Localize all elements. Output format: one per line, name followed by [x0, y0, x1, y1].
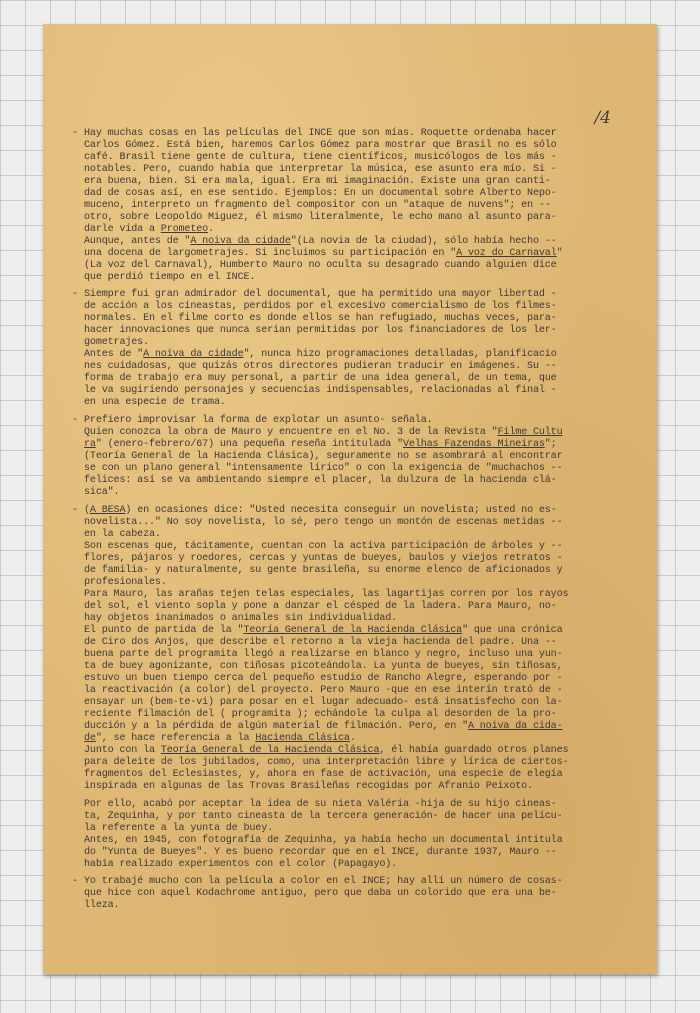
page-number: /4	[594, 108, 611, 128]
text-line: forma de trabajo era muy personal, a partir de una idea general, de un tema, que	[84, 373, 557, 384]
text-line: se con un plano general "intensamente lírico" o con la exigencia de "muchachos --	[84, 463, 563, 474]
text-line: había realizado experimentos con el color (Papagayo).	[84, 859, 398, 870]
text-line: le va sugiriendo personajes y secuencias indispensables, relacionadas al final -	[84, 385, 557, 396]
text-line: hacer innovaciones que nunca serían permitidas por los financiadores de los ler-	[84, 325, 557, 336]
text-line: Son escenas que, tácitamente, cuentan con la activa participación de árboles y --	[84, 541, 563, 552]
text-line: estuvo un buen tiempo cerca del pequeño estudio de Rancho Alegre, esperando por -	[84, 673, 563, 684]
text-line: darle vida a Prometeo.	[84, 224, 214, 235]
text-line: sica".	[84, 487, 120, 498]
text-line: felices: así se va ambientando siempre el placer, la dulzura de la hacienda clá-	[84, 475, 557, 486]
text-line: inspirada en algunas de las Trovas Brasileñas recogidas por Afranio Peixoto.	[84, 781, 533, 792]
paragraph-bullet: -	[72, 289, 78, 300]
paragraph-bullet: -	[72, 415, 78, 426]
text-line: para deleite de los jubilados, como, una interpretación libre y lírica de ciertos-	[84, 757, 569, 768]
text-line: novelista..." No soy novelista, lo sé, pero tengo un montón de escenas metidas --	[84, 517, 563, 528]
text-line: de Ciro dos Anjos, que describe el retorno a la vieja hacienda del padre. Una --	[84, 637, 557, 648]
text-line: hay objetos inanimados o animales sin individualidad.	[84, 613, 398, 624]
text-line: en una especie de trama.	[84, 397, 226, 408]
text-line: Antes de "A noiva da cidade", nunca hizo programaciones detalladas, planificacio	[84, 349, 557, 360]
text-line: (Teoría General de la Hacienda Clásica), seguramente no se asombrará al encontrar	[84, 451, 563, 462]
document-body	[72, 128, 632, 912]
text-line: profesionales.	[84, 577, 167, 588]
text-line: normales. En el filme corto es donde ellos se han refugiado, muchas veces, para-	[84, 313, 557, 324]
text-line: de familia- y naturalmente, su gente brasileña, su enorme elenco de aficionados y	[84, 565, 563, 576]
text-line: Siempre fui gran admirador del documental, que ha permitido una mayor libertad -	[84, 289, 557, 300]
paragraph	[72, 128, 632, 284]
text-line: Quien conozca la obra de Mauro y encuentre en el No. 3 de la Revista "Filme Cultu	[84, 427, 563, 438]
text-line: do "Yunta de Bueyes". Y es bueno recordar que en el INCE, durante 1937, Mauro --	[84, 847, 557, 858]
paragraph	[80, 799, 632, 871]
text-line: de acción a los cineastas, perdidos por el excesivo comercialismo de los filmes-	[84, 301, 557, 312]
paragraph	[72, 876, 632, 912]
text-line: buena parte del programita llegó a realizarse en blanco y negro, incluso una yun-	[84, 649, 563, 660]
text-line: Yo trabajé mucho con la película a color en el INCE; hay allí un número de cosas-	[84, 876, 563, 887]
text-line: Prefiero improvisar la forma de explotar un asunto- señala.	[84, 415, 433, 426]
text-line: en la cabeza.	[84, 529, 161, 540]
text-line: del sol, el viento sopla y pone a danzar el césped de la ladera. Para Mauro, no-	[84, 601, 557, 612]
text-line: El punto de partida de la "Teoría General de la Hacienda Clásica" que una crónica	[84, 625, 563, 636]
text-line: Antes, en 1945, con fotografía de Zequinha, ya había hecho un documental intitula	[84, 835, 563, 846]
text-line: ducción y a la pérdida de algún material de filmación. Pero, en "A noiva da cida-	[84, 721, 563, 732]
text-line: dad de cosas así, en ese sentido. Ejemplos: En un documental sobre Alberto Nepo-	[84, 188, 557, 199]
text-line: lleza.	[84, 900, 120, 911]
text-line: Por ello, acabó por aceptar la idea de su nieta Valéria -hija de su hijo cineas-	[84, 799, 557, 810]
document-page	[43, 24, 657, 974]
text-line: café. Brasil tiene gente de cultura, tiene científicos, musicólogos de los más -	[84, 152, 557, 163]
text-line: que perdió tiempo en el INCE.	[84, 272, 256, 283]
text-line: otro, sobre Leopoldo Miguez, él mismo literalmente, le echo mano al asunto para-	[84, 212, 557, 223]
text-line: Aunque, antes de "A noiva da cidade"(La novia de la ciudad), sólo había hecho --	[84, 236, 557, 247]
paragraph-bullet: -	[72, 505, 78, 516]
paragraph	[72, 289, 632, 409]
text-line: (A BESA) en ocasiones dice: "Usted necesita conseguir un novelista; usted no es-	[84, 505, 557, 516]
text-line: Hay muchas cosas en las películas del INCE que son mías. Roquette ordenaba hacer	[84, 128, 557, 139]
paragraph-bullet: -	[72, 128, 78, 139]
text-line: reciente filmación del ( programita ); echándole la culpa al desorden de la pro-	[84, 709, 557, 720]
text-line: Carlos Gómez. Está bien, haremos Carlos Gómez para mostrar que Brasil no es sólo	[84, 140, 557, 151]
text-line: Junto con la Teoría General de la Hacienda Clásica, él había guardado otros planes	[84, 745, 569, 756]
text-line: que hice con aquel Kodachrome antiguo, pero que daba un colorido que era una be-	[84, 888, 557, 899]
text-line: la reactivación (a color) del proyecto. Pero Mauro -que en ese interín trató de -	[84, 685, 563, 696]
text-line: ta, Zequinha, y por tanto cineasta de la tercera generación- de hacer una pelícu-	[84, 811, 563, 822]
text-line: nes cuidadosas, que quizás otros directores pudieran traducir en imágenes. Su --	[84, 361, 557, 372]
text-line: gometrajes.	[84, 337, 149, 348]
text-line: la referente a la yunta de buey.	[84, 823, 274, 834]
text-line: ensayar un (bem-te-vi) para posar en el lugar adecuado- está insatisfecho con la-	[84, 697, 563, 708]
text-line: (La voz del Carnaval), Humberto Mauro no oculta su desagrado cuando alguien dice	[84, 260, 557, 271]
text-line: Para Mauro, las arañas tejen telas especiales, las lagartijas corren por los rayos	[84, 589, 569, 600]
text-line: flores, pájaros y roedores, cercas y yuntas de bueyes, baulos y viejos retratos -	[84, 553, 563, 564]
text-line: ta de buey agonizante, con tiñosas picoteándola. La yunta de bueyes, sin tiñosas,	[84, 661, 563, 672]
paragraph-bullet: -	[72, 876, 78, 887]
text-line: de", se hace referencia a la Hacienda Clásica.	[84, 733, 356, 744]
paragraph	[72, 415, 632, 499]
paragraph	[72, 505, 632, 793]
text-line: notables. Pero, cuando había que interpretar la música, ese asunto era mío. Si -	[84, 164, 557, 175]
text-line: era buena, bien. Si era mala, igual. Era mi imaginación. Existe una gran canti-	[84, 176, 551, 187]
text-line: fragmentos del Eclesiastes, y, ahora en fase de activación, una especie de elegía	[84, 769, 563, 780]
text-line: muceno, interpreto un fragmento del compositor con un "ataque de nuvens"; en --	[84, 200, 551, 211]
text-line: ra" (enero-febrero/67) una pequeña reseña intitulada "Velhas Fazendas Mineiras";	[84, 439, 557, 450]
text-line: una docena de largometrajes. Si incluimos su participación en "A voz do Carnaval"	[84, 248, 563, 259]
